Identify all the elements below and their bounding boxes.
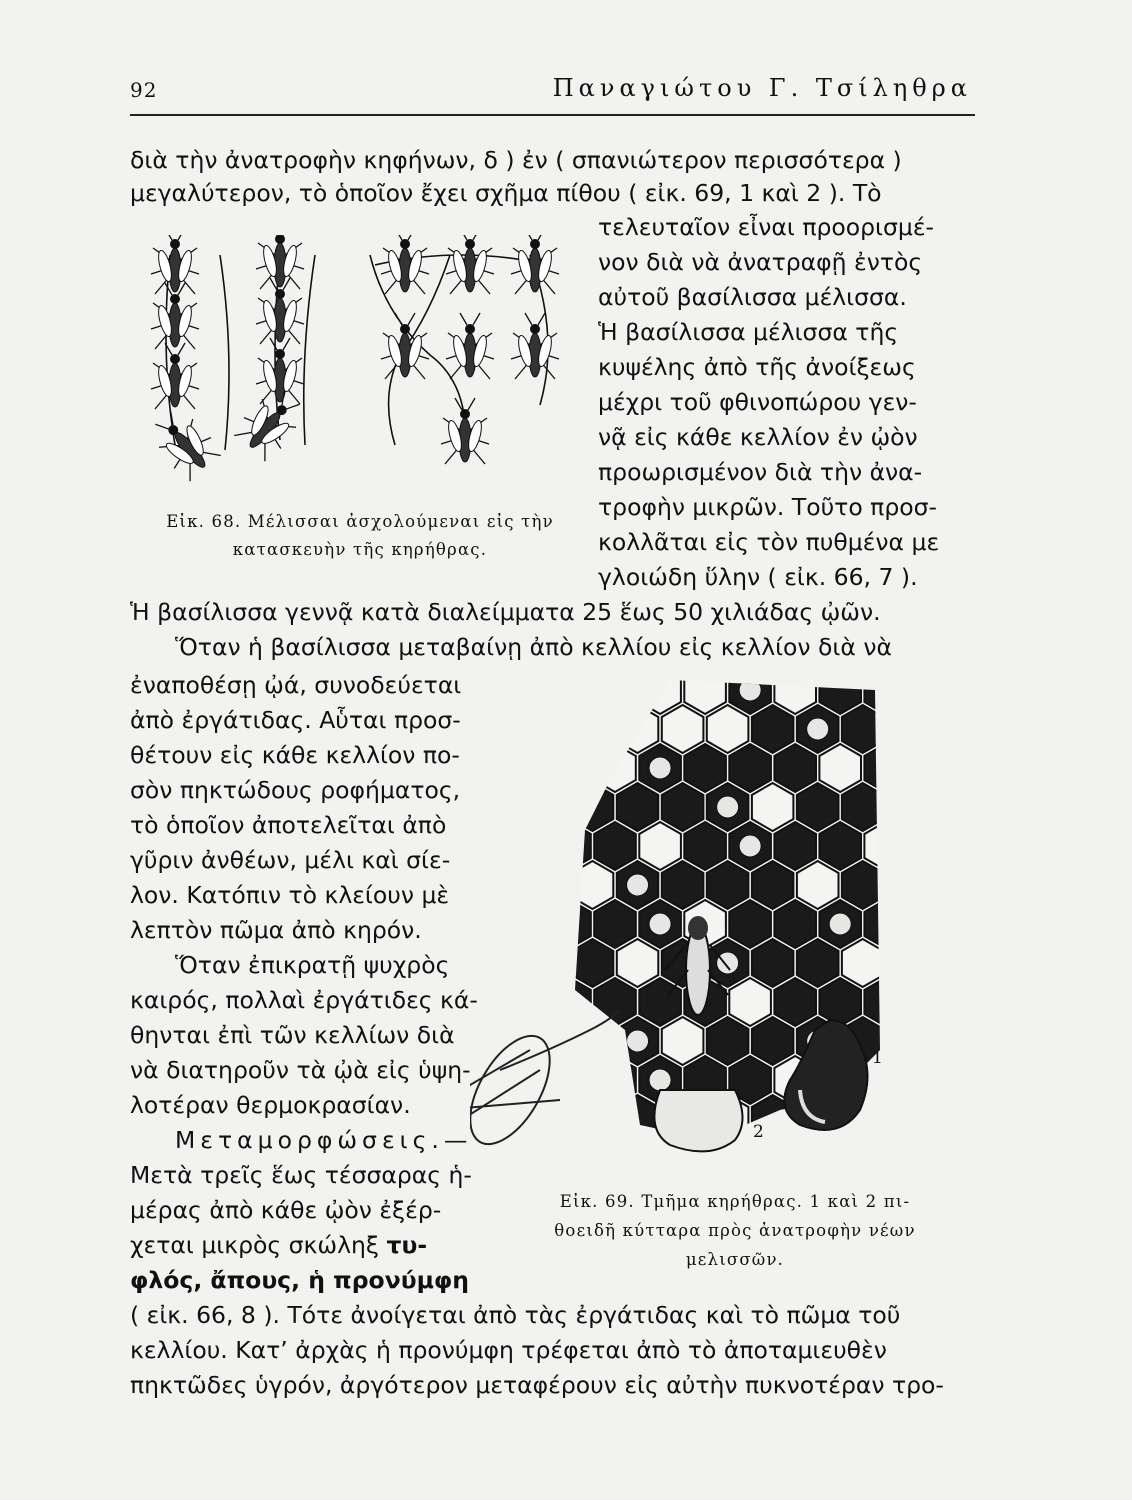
comb-cell [864, 822, 890, 870]
comb-cell [572, 1017, 614, 1065]
bee-drawing [441, 398, 489, 464]
text-line: νον διὰ νὰ ἀνατραφῇ ἐντὸς [598, 248, 923, 276]
text-line: κολλᾶται εἰς τὸν πυθμένα με [598, 528, 940, 556]
comb-cell [774, 1134, 816, 1170]
bee-drawing [256, 338, 304, 404]
figure-69-label-1: 1 [872, 1048, 883, 1068]
bee-drawing [256, 235, 304, 289]
comb-cell [774, 978, 816, 1026]
comb-cell [819, 670, 861, 714]
comb-cell [684, 822, 726, 870]
text-line: πηκτῶδες ὑγρόν, ἀργότερον μεταφέρουν εἰς αὐτὴν πυκνοτέραν τρο- [130, 1371, 944, 1399]
comb-cell [572, 861, 614, 909]
comb-cell [752, 1017, 794, 1065]
capped-cell [559, 1147, 581, 1169]
comb-cell [549, 900, 591, 948]
bee-drawing [151, 343, 199, 409]
text-line: λεπτὸν πῶμα ἀπὸ κηρόν. [130, 916, 422, 944]
capped-cell [717, 952, 739, 974]
comb-cell [594, 670, 636, 714]
comb-cell [572, 705, 614, 753]
comb-cell [549, 670, 591, 714]
text-line: τὸ ὁποῖον ἀποτελεῖται ἀπὸ [130, 811, 447, 839]
comb-cell [617, 939, 659, 987]
comb-cell [729, 978, 771, 1026]
comb-cell [549, 1056, 591, 1104]
figure-68-caption-line1: Εἰκ. 68. Μέλισσαι ἀσχολούμεναι εἰς τὴν [166, 512, 554, 531]
comb-cell [549, 1134, 591, 1170]
comb-cell [594, 1134, 636, 1170]
pen-scribble [470, 1010, 620, 1157]
text-line: σὸν πηκτώδους ροφήματος, [130, 776, 461, 804]
text-line: Ἡ βασίλισσα γεννᾷ κατὰ διαλείμματα 25 ἕως 50 χιλιάδας ᾠῶν. [130, 598, 881, 626]
figure-69-caption-line3: μελισσῶν. [685, 1250, 785, 1269]
capped-cell [739, 835, 761, 857]
comb-cell [707, 861, 749, 909]
text-line: ἐναποθέσῃ ᾠά, συνοδεύεται [130, 671, 462, 699]
figure-68-illustration [130, 235, 590, 505]
comb-cell [752, 861, 794, 909]
comb-cell [572, 783, 614, 831]
text-line: Ἡ βασίλισσα μέλισσα τῆς [598, 318, 899, 346]
text-line: διὰ τὴν ἀνατροφὴν κηφήνων, δ ) ἐν ( σπανιώτερον περισσότερα ) [130, 146, 902, 174]
queen-cell-2 [654, 1090, 742, 1151]
bee-drawing [381, 313, 429, 379]
comb-cell [842, 939, 884, 987]
text-line: τελευταῖον εἶναι προορισμέ- [598, 213, 935, 241]
text-line: Ὅταν ἡ βασίλισσα μεταβαίνῃ ἀπὸ κελλίου εἰς κελλίον διὰ νὰ [175, 633, 892, 661]
bee-drawing [381, 235, 429, 294]
comb-cell [887, 783, 890, 831]
comb-cell [774, 670, 816, 714]
capped-cell [649, 1069, 671, 1091]
capped-cell [807, 718, 829, 740]
comb-cell [774, 744, 816, 792]
bold-term: τυ- [386, 1231, 428, 1259]
text-line: λον. Κατόπιν τὸ κλείουν μὲ [130, 881, 450, 909]
comb-cell [774, 900, 816, 948]
bee-drawing [256, 278, 304, 344]
text-line: τροφὴν μικρῶν. Τοῦτο προσ- [598, 493, 937, 521]
comb-cell [549, 978, 591, 1026]
comb-cell [707, 1017, 749, 1065]
text-line: ἀπὸ ἐργάτιδας. Αὗται προσ- [130, 706, 461, 734]
text-line: θέτουν εἰς κάθε κελλίον πο- [130, 741, 460, 769]
text-line: θηνται ἐπὶ τῶν κελλίων διὰ [130, 1021, 455, 1049]
running-title: Παναγιώτου Γ. Τσίληθρα [552, 74, 972, 102]
comb-cell [887, 939, 890, 987]
figure-69-caption-line2: θοειδῆ κύτταρα πρὸς ἀνατροφὴν νέων [554, 1221, 916, 1240]
comb-cell [572, 939, 614, 987]
bee-drawing [145, 402, 224, 483]
text-line: γλοιώδη ὕλην ( εἰκ. 66, 7 ). [598, 563, 918, 591]
bee-drawing [511, 235, 559, 294]
bee-drawing [511, 313, 559, 379]
comb-cell [594, 900, 636, 948]
figure-69-label-2: 2 [753, 1122, 764, 1142]
figure-68-caption-line2: κατασκευὴν τῆς κηρήθρας. [232, 540, 488, 559]
text-line: μεγαλύτερον, τὸ ὁποῖον ἔχει σχῆμα πίθου ( εἰκ. 69, 1 καὶ 2 ). Τὸ [130, 179, 882, 207]
text-line: γῦριν ἀνθέων, μέλι καὶ σίε- [130, 846, 451, 874]
comb-cell [842, 705, 884, 753]
comb-cell [752, 783, 794, 831]
comb-cell [594, 822, 636, 870]
figure-69-caption-line1: Εἰκ. 69. Τμῆμα κηρήθρας. 1 καὶ 2 πι- [559, 1192, 911, 1211]
comb-cell [864, 744, 890, 792]
comb-cell [864, 900, 890, 948]
comb-cell [887, 705, 890, 753]
comb-cell [594, 1056, 636, 1104]
comb-cell [617, 1095, 659, 1143]
text-line: Ὅταν ἐπικρατῇ ψυχρὸς [175, 951, 450, 979]
comb-cell [617, 705, 659, 753]
comb-cell [549, 744, 591, 792]
capped-cell [829, 913, 851, 935]
comb-cell [549, 822, 591, 870]
text-line: νὰ διατηροῦν τὰ ᾠὰ εἰς ὑψη- [130, 1056, 471, 1084]
comb-cell [797, 861, 839, 909]
comb-cell [572, 1095, 614, 1143]
capped-cell [739, 679, 761, 701]
text-line: μέχρι τοῦ φθινοπώρου γεν- [598, 388, 917, 416]
section-heading: Μεταμορφώσεις.— [175, 1126, 473, 1154]
comb-cell [662, 783, 704, 831]
header-rule [130, 114, 975, 116]
text-line: κελλίου. Κατ’ ἀρχὰς ἡ προνύμφη τρέφεται ἀπὸ τὸ ἀποταμιευθὲν [130, 1336, 887, 1364]
comb-cell [819, 744, 861, 792]
text-line: προωρισμένον διὰ τὴν ἀνα- [598, 458, 923, 486]
comb-cell [662, 705, 704, 753]
text-line: αὐτοῦ βασίλισσα μέλισσα. [598, 283, 907, 311]
comb-cell [887, 1095, 890, 1143]
comb-cell [819, 1134, 861, 1170]
comb-cell [887, 861, 890, 909]
comb-cell [819, 978, 861, 1026]
text-line: νᾷ εἰς κάθε κελλίον ἐν ᾠὸν [598, 423, 918, 451]
text-line: μέρας ἀπὸ κάθε ᾠὸν ἐξέρ- [130, 1196, 442, 1224]
comb-cell [617, 783, 659, 831]
comb-cell [639, 822, 681, 870]
capped-cell [739, 1147, 761, 1169]
text-line: Μετὰ τρεῖς ἕως τέσσαρας ἡ- [130, 1161, 472, 1189]
comb-cell [774, 822, 816, 870]
capped-cell [627, 874, 649, 896]
text-line: λοτέραν θερμοκρασίαν. [130, 1091, 411, 1119]
comb-cell [752, 939, 794, 987]
text-line: κυψέλης ἀπὸ τῆς ἀνοίξεως [598, 353, 916, 381]
bee-drawing [446, 235, 494, 294]
text-line [130, 1230, 427, 1260]
capped-cell [627, 1030, 649, 1052]
text-span: χεται μικρὸς σκώληξ [130, 1231, 379, 1259]
page-number: 92 [130, 78, 158, 102]
comb-cell [639, 670, 681, 714]
comb-cell [864, 978, 890, 1026]
bee-drawing [446, 313, 494, 379]
comb-cell [729, 744, 771, 792]
bold-term-line: φλός, ἄπους, ἡ προνύμφη [130, 1266, 469, 1294]
comb-cell [684, 670, 726, 714]
comb-cell [797, 783, 839, 831]
comb-cell [752, 705, 794, 753]
capped-cell [649, 757, 671, 779]
bee-drawing [151, 283, 199, 349]
bee-group [145, 235, 559, 484]
comb-cell [662, 861, 704, 909]
capped-cell [559, 835, 581, 857]
text-line: ( εἰκ. 66, 8 ). Τότε ἀνοίγεται ἀπὸ τὰς ἐργάτιδας καὶ τὸ πῶμα τοῦ [130, 1301, 901, 1329]
comb-cell [707, 705, 749, 753]
comb-cell [684, 744, 726, 792]
comb-cell [662, 1017, 704, 1065]
comb-cell [594, 978, 636, 1026]
figure-69-honeycomb [470, 670, 890, 1170]
capped-cell [649, 913, 671, 935]
comb-cell [864, 1134, 890, 1170]
comb-cell [729, 900, 771, 948]
capped-cell [559, 991, 581, 1013]
comb-cell [887, 1017, 890, 1065]
comb-cell [594, 744, 636, 792]
comb-cell [842, 861, 884, 909]
comb-cell [797, 939, 839, 987]
text-line: καιρός, πολλαὶ ἐργάτιδες κά- [130, 986, 478, 1014]
capped-cell [717, 796, 739, 818]
bee-drawing [151, 235, 199, 294]
comb-cell [819, 822, 861, 870]
bee-drawing [231, 382, 310, 463]
comb-cell [842, 783, 884, 831]
